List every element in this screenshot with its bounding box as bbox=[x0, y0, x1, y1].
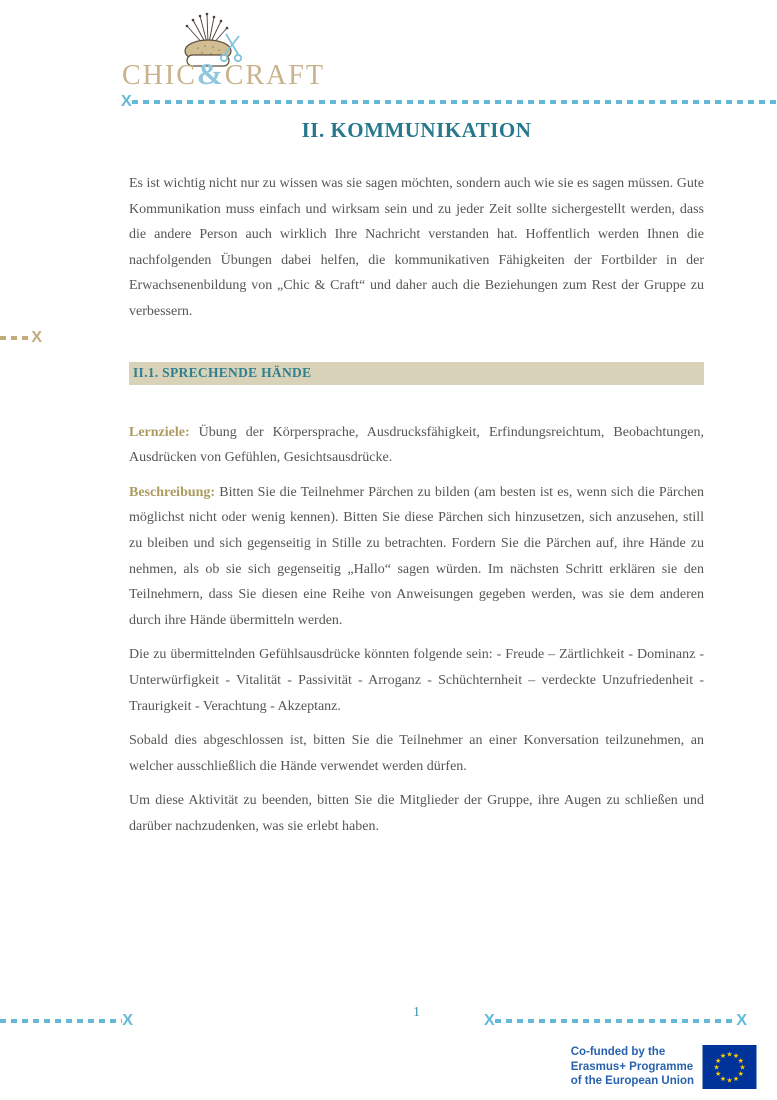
lernziele-text: Übung der Körpersprache, Ausdrucksfähigkeit, Erfindungsreichtum, Beobachtungen, Ausdrücken von Gefühlen, Gesichtsausdrücke. bbox=[129, 424, 705, 466]
svg-text:★: ★ bbox=[737, 1070, 744, 1078]
beschreibung-paragraph bbox=[129, 480, 704, 634]
intro-paragraph: Es ist wichtig nicht nur zu wissen was sie sagen möchten, sondern auch wie sie es sagen müssen. Gute Kommunikation muss einfach und wirksam sein und zu jeder Zeit sollte sichergestellt werden, dass die andere Person auch wirklich Ihre Nachricht verstanden hat. Hoffentlich werden Ihnen die nachfolgenden Übungen dabei helfen, die kommunikativen Fähigkeiten der Fortbilder in der Erwachsenenbildung von „Chic & Craft“ und daher auch die Beziehungen zum Rest der Gruppe zu verbessern. bbox=[129, 176, 704, 319]
chic-and-craft-logo bbox=[122, 8, 325, 94]
page-number: 1 bbox=[413, 1005, 420, 1020]
document-body bbox=[129, 171, 704, 848]
svg-text:★: ★ bbox=[715, 1070, 722, 1078]
beschreibung-text: Bitten Sie die Teilnehmer Pärchen zu bilden (am besten ist es, wenn sich die Pärchen möglichst nicht oder wenig kennen). Bitten Sie diese Pärchen sich hinzusetzen, sich anzusehen, still zu bleiben und sich gegenseitig in Stille zu betrachten. Fordern Sie die Pärchen auf, ihre Hände zu nehmen, als ob sie sich gegenseitig „Hallo“ sagen würden. Im nächsten Schritt erklären sie den Teilnehmern, dass Sie diesen eine Reihe von Anweisungen gegeben werden, was sie dem anderen durch ihre Hände übermitteln werden. bbox=[129, 484, 704, 628]
x-marker-icon: X bbox=[31, 329, 42, 346]
svg-text:★: ★ bbox=[726, 1076, 733, 1085]
dashed-line bbox=[495, 1019, 737, 1023]
page-title: II. KOMMUNIKATION bbox=[301, 118, 532, 142]
brand-craft: CRAFT bbox=[224, 60, 325, 91]
brand-chic: CHIC bbox=[122, 60, 197, 91]
svg-text:★: ★ bbox=[732, 1052, 740, 1061]
left-margin-dashed-mark bbox=[0, 330, 42, 346]
footer-left-dashed-divider bbox=[0, 1013, 133, 1029]
lernziele-paragraph bbox=[129, 420, 704, 471]
svg-text:★: ★ bbox=[726, 1050, 733, 1059]
x-marker-icon: X bbox=[121, 93, 132, 110]
erasmus-funding-line: Co-funded by the bbox=[570, 1046, 666, 1059]
erasmus-funding-text bbox=[571, 1045, 694, 1089]
x-marker-icon: X bbox=[484, 1012, 495, 1029]
gefuehle-paragraph: Die zu übermittelnden Gefühlsausdrücke könnten folgende sein: - Freude – Zärtlichkeit - Dominanz - Unterwürfigkeit - Vitalität - Passivität - Arroganz - Schüchternheit – verdeckte Unzufriedenheit - Traurigkeit - Verachtung - Akzeptanz. bbox=[129, 647, 704, 714]
dashed-line bbox=[0, 336, 31, 340]
svg-text:★: ★ bbox=[719, 1074, 727, 1083]
beschreibung-label: Beschreibung: bbox=[129, 484, 216, 500]
brand-ampersand: & bbox=[196, 56, 225, 91]
erasmus-funding-line: of the European Union bbox=[570, 1075, 694, 1088]
svg-text:★: ★ bbox=[732, 1074, 740, 1083]
footer-right-dashed-divider bbox=[484, 1013, 747, 1029]
svg-text:★: ★ bbox=[739, 1063, 746, 1072]
erasmus-funding-line: Erasmus+ Programme bbox=[570, 1060, 694, 1073]
konversation-paragraph: Sobald dies abgeschlossen ist, bitten Sie die Teilnehmer an einer Konversation teilzunehmen, an welcher ausschließlich die Hände verwendet werden dürfen. bbox=[129, 733, 704, 774]
svg-text:★: ★ bbox=[737, 1057, 744, 1065]
svg-text:★: ★ bbox=[715, 1057, 722, 1065]
svg-text:★: ★ bbox=[719, 1052, 727, 1061]
erasmus-funding-block bbox=[571, 1045, 757, 1089]
lernziele-label: Lernziele: bbox=[129, 424, 190, 440]
section-heading: II.1. SPRECHENDE HÄNDE bbox=[129, 362, 704, 385]
x-marker-icon: X bbox=[736, 1012, 747, 1029]
dashed-line bbox=[0, 1019, 122, 1023]
top-dashed-divider bbox=[121, 94, 777, 110]
eu-flag-icon bbox=[702, 1045, 757, 1089]
brand-wordmark bbox=[122, 56, 325, 92]
x-marker-icon: X bbox=[122, 1012, 133, 1029]
dashed-line bbox=[132, 100, 777, 104]
svg-text:★: ★ bbox=[713, 1063, 720, 1072]
abschluss-paragraph: Um diese Aktivität zu beenden, bitten Sie die Mitglieder der Gruppe, ihre Augen zu schließen und darüber nachzudenken, was sie erlebt haben. bbox=[129, 793, 704, 834]
